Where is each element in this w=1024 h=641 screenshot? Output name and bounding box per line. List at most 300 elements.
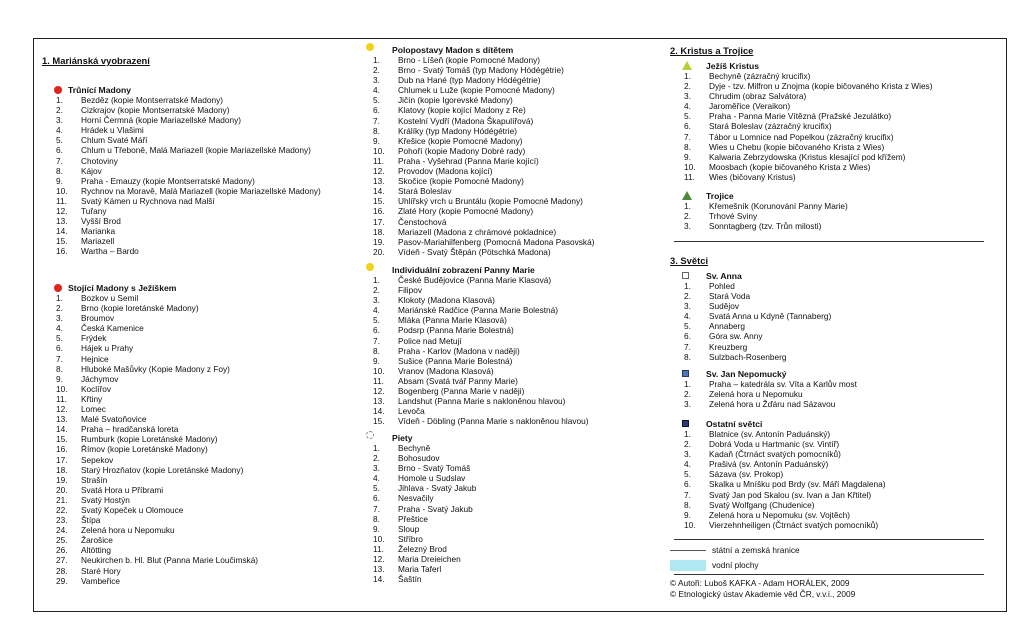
item-number: 16. xyxy=(56,444,68,455)
item-number: 18. xyxy=(56,464,68,475)
border-line-swatch xyxy=(670,550,706,551)
item-text: Zelená hora u Nepomuku xyxy=(81,525,175,536)
white-square-marker-icon xyxy=(682,272,689,279)
item-text: Pasov-Mariahilfenberg (Pomocná Madona Pasovská) xyxy=(398,236,595,247)
item-text: Svatý Hostýn xyxy=(81,494,130,505)
item-number: 11. xyxy=(56,195,67,206)
item-text: Maria Taferl xyxy=(398,564,442,575)
item-text: Křemešník (Korunování Panny Marie) xyxy=(709,201,848,211)
list-item xyxy=(371,295,656,305)
item-text: Zelená hora u Nepomuku xyxy=(709,389,803,400)
item-text: Vídeň - Döbling (Panna Marie s nakloněnou hlavou) xyxy=(398,416,589,427)
legend-border-row xyxy=(670,543,980,558)
item-number: 9. xyxy=(373,135,380,146)
item-number: 5. xyxy=(373,95,380,106)
item-list xyxy=(682,71,982,182)
item-text: Bohosudov xyxy=(398,453,440,464)
item-text: Brno - Svatý Tomáš xyxy=(398,463,471,474)
list-item xyxy=(54,313,374,323)
item-number: 8. xyxy=(684,141,691,152)
item-number: 11. xyxy=(373,375,384,386)
list-item xyxy=(371,105,656,115)
item-text: Kostelní Vydří (Madona Škapulířová) xyxy=(398,115,534,126)
item-text: Sušice (Panna Marie Bolestná) xyxy=(398,355,513,366)
list-item xyxy=(54,495,374,505)
list-item xyxy=(371,146,656,156)
item-number: 3. xyxy=(373,75,380,86)
item-number: 2. xyxy=(56,303,63,314)
item-text: Jáchymov xyxy=(81,373,119,384)
item-number: 8. xyxy=(684,351,691,362)
item-number: 5. xyxy=(684,469,691,480)
list-item xyxy=(54,303,374,313)
list-item xyxy=(54,145,374,155)
item-text: Svatý Kámen u Rychnova nad Malší xyxy=(81,195,215,206)
list-item xyxy=(682,479,982,489)
list-item xyxy=(54,505,374,515)
list-item xyxy=(54,566,374,576)
list-item xyxy=(54,293,374,303)
list-item xyxy=(371,336,656,346)
item-number: 1. xyxy=(373,275,380,285)
list-item xyxy=(371,356,656,366)
item-number: 1. xyxy=(684,281,691,291)
list-item xyxy=(371,524,656,534)
item-number: 13. xyxy=(373,564,385,575)
list-item xyxy=(682,342,982,352)
item-text: Brno - Svatý Tomáš (typ Madony Hódégétrie) xyxy=(398,65,564,76)
navy-square-marker-icon xyxy=(682,420,689,427)
item-text: Stará Voda xyxy=(709,291,751,302)
list-item xyxy=(54,535,374,545)
item-number: 9. xyxy=(684,509,691,520)
item-number: 6. xyxy=(56,343,63,354)
group-title: Trůnící Madony xyxy=(68,85,132,95)
item-text: Králíky (typ Madony Hódégétrie) xyxy=(398,125,517,136)
item-text: Absam (Svatá tvář Panny Marie) xyxy=(398,375,518,386)
item-number: 3. xyxy=(684,221,691,232)
item-number: 7. xyxy=(56,155,63,166)
item-text: Hluboké Mašůvky (Kopie Madony z Foy) xyxy=(81,363,230,374)
list-item xyxy=(371,574,656,584)
list-item xyxy=(371,75,656,85)
item-list xyxy=(682,281,982,362)
list-item xyxy=(54,475,374,485)
item-text: Praha - Emauzy (kopie Montserratské Madony) xyxy=(81,175,255,186)
item-text: Klokoty (Madona Klasová) xyxy=(398,295,495,306)
item-text: Chotoviny xyxy=(81,155,118,166)
item-number: 3. xyxy=(56,115,63,126)
legend-water-label: vodní plochy xyxy=(712,560,759,570)
list-item xyxy=(682,91,982,101)
group-ostatni-svetci xyxy=(682,419,982,530)
item-number: 1. xyxy=(373,443,380,453)
section-title-saints: 3. Světci xyxy=(670,255,709,266)
item-text: Homole u Sudslav xyxy=(398,473,466,484)
item-text: Chlum u Třeboně, Malá Mariazell (kopie Mariazellské Madony) xyxy=(81,145,311,156)
item-text: Sloup xyxy=(398,523,420,534)
yellow-dot-marker-icon xyxy=(366,43,374,51)
item-text: Filipov xyxy=(398,285,422,296)
item-text: Křtiny xyxy=(81,393,103,404)
list-item xyxy=(371,196,656,206)
list-item xyxy=(371,206,656,216)
list-item xyxy=(371,166,656,176)
list-item xyxy=(371,504,656,514)
map-legend-sheet xyxy=(33,38,1007,612)
item-text: Staré Hory xyxy=(81,565,121,576)
item-number: 6. xyxy=(684,331,691,342)
item-number: 14. xyxy=(373,574,385,585)
item-text: Tábor u Lomnice nad Popelkou (zázračný krucifix) xyxy=(709,131,894,142)
item-number: 4. xyxy=(373,85,380,96)
item-number: 12. xyxy=(56,206,68,217)
group-trojice xyxy=(682,191,982,231)
white-dot-marker-icon xyxy=(366,431,374,439)
item-number: 12. xyxy=(373,386,385,397)
item-text: Hájek u Prahy xyxy=(81,343,134,354)
list-item xyxy=(682,399,982,409)
item-text: Rychnov na Moravě, Malá Mariazell (kopie Mariazellské Madony) xyxy=(81,185,321,196)
list-item xyxy=(682,71,982,81)
item-text: Bechyně xyxy=(398,443,431,453)
item-number: 3. xyxy=(684,301,691,312)
list-item xyxy=(682,459,982,469)
credit-institute: © Etnologický ústav Akademie věd ČR, v.v.i., 2009 xyxy=(670,588,856,599)
list-item xyxy=(682,352,982,362)
list-item xyxy=(371,366,656,376)
list-item xyxy=(54,515,374,525)
list-item xyxy=(54,525,374,535)
item-text: Horní Čermná (kopie Mariazellské Madony) xyxy=(81,115,242,126)
item-number: 6. xyxy=(684,121,691,132)
group-title: Ježíš Kristus xyxy=(706,61,760,71)
item-text: Vídeň - Svatý Štěpán (Pötschká Madona) xyxy=(398,246,551,257)
list-item xyxy=(682,490,982,500)
item-number: 13. xyxy=(56,414,68,425)
item-number: 11. xyxy=(373,155,384,166)
list-item xyxy=(371,493,656,503)
list-item xyxy=(371,453,656,463)
list-item xyxy=(682,469,982,479)
list-item xyxy=(54,465,374,475)
group-sv-anna xyxy=(682,271,982,362)
item-text: Frýdek xyxy=(81,333,107,344)
list-item xyxy=(54,434,374,444)
item-text: České Budějovice (Panna Marie Klasová) xyxy=(398,275,552,285)
list-item xyxy=(54,545,374,555)
list-item xyxy=(682,101,982,111)
list-item xyxy=(54,246,374,256)
item-number: 9. xyxy=(684,151,691,162)
item-text: Vierzehnheiligen (Čtrnáct svatých pomocníků) xyxy=(709,519,879,530)
item-number: 1. xyxy=(373,55,380,65)
item-text: Trhové Sviny xyxy=(709,211,758,222)
red-dot-marker-icon xyxy=(54,284,62,292)
item-text: Kalwaria Zebrzydowska (Kristus klesající pod křížem) xyxy=(709,151,906,162)
list-item xyxy=(371,136,656,146)
item-text: Altötting xyxy=(81,545,111,556)
list-item xyxy=(371,237,656,247)
item-number: 12. xyxy=(373,166,385,177)
group-title: Sv. Anna xyxy=(706,271,742,281)
list-item xyxy=(682,281,982,291)
item-text: Praha - Karlov (Madona v naději) xyxy=(398,345,520,356)
list-item xyxy=(371,156,656,166)
group-title: Piety xyxy=(392,433,413,443)
item-text: Šaštín xyxy=(398,574,422,585)
item-number: 15. xyxy=(56,236,68,247)
list-item xyxy=(371,473,656,483)
item-number: 1. xyxy=(56,293,63,303)
item-number: 7. xyxy=(373,335,380,346)
item-number: 10. xyxy=(373,533,385,544)
item-number: 2. xyxy=(373,285,380,296)
item-text: Dub na Hané (typ Madony Hódégétrie) xyxy=(398,75,541,86)
item-text: Pohled xyxy=(709,281,735,291)
list-item xyxy=(54,196,374,206)
list-item xyxy=(54,444,374,454)
list-item xyxy=(371,534,656,544)
list-item xyxy=(54,156,374,166)
list-item xyxy=(54,115,374,125)
item-number: 2. xyxy=(684,291,691,302)
list-item xyxy=(682,142,982,152)
legend-water-row xyxy=(670,558,980,573)
item-number: 8. xyxy=(56,363,63,374)
list-item xyxy=(54,404,374,414)
item-number: 11. xyxy=(56,393,67,404)
blue-square-marker-icon xyxy=(682,370,689,377)
list-item xyxy=(371,116,656,126)
list-item xyxy=(54,176,374,186)
list-item xyxy=(54,186,374,196)
list-item xyxy=(54,236,374,246)
item-number: 4. xyxy=(373,473,380,484)
item-number: 27. xyxy=(56,555,68,566)
item-number: 5. xyxy=(684,321,691,332)
item-text: Zelená hora u Nepomuku (sv. Vojtěch) xyxy=(709,509,850,520)
item-number: 8. xyxy=(373,345,380,356)
item-text: Sonntagberg (tzv. Trůn milosti) xyxy=(709,221,822,232)
list-item xyxy=(682,172,982,182)
list-item xyxy=(54,576,374,586)
list-item xyxy=(682,121,982,131)
item-text: Štípa xyxy=(81,515,101,526)
list-item xyxy=(54,135,374,145)
item-number: 18. xyxy=(373,226,385,237)
item-number: 10. xyxy=(56,185,68,196)
item-number: 7. xyxy=(373,115,380,126)
legend-divider xyxy=(674,539,984,540)
item-number: 13. xyxy=(373,176,385,187)
item-number: 8. xyxy=(684,499,691,510)
list-item xyxy=(371,416,656,426)
item-text: Dyje - tzv. Milfron u Znojma (kopie bičovaného Krista z Wies) xyxy=(709,81,933,92)
item-text: Provodov (Madona kojící) xyxy=(398,166,493,177)
item-list xyxy=(371,55,656,257)
list-item xyxy=(371,554,656,564)
item-number: 5. xyxy=(373,483,380,494)
yellow-dot-marker-icon xyxy=(366,263,374,271)
list-item xyxy=(682,201,982,211)
item-number: 25. xyxy=(56,535,68,546)
list-item xyxy=(682,331,982,341)
list-item xyxy=(371,386,656,396)
item-text: Mláka (Panna Marie Klasová) xyxy=(398,315,507,326)
list-item xyxy=(371,325,656,335)
item-text: Levoča xyxy=(398,406,425,417)
section-title-marian: 1. Mariánská vyobrazení xyxy=(42,55,150,66)
item-text: Svatý Wolfgang (Chudenice) xyxy=(709,499,815,510)
item-text: Kadaň (Čtrnáct svatých pomocníků) xyxy=(709,449,841,460)
item-number: 3. xyxy=(373,463,380,474)
item-list xyxy=(682,201,982,231)
item-text: Sázava (sv. Prokop) xyxy=(709,469,784,480)
item-text: Jaroměřice (Veraikon) xyxy=(709,101,791,112)
item-number: 6. xyxy=(373,325,380,336)
list-item xyxy=(54,216,374,226)
item-text: Mariánské Radčice (Panna Marie Bolestná) xyxy=(398,305,559,316)
item-number: 3. xyxy=(684,91,691,102)
list-item xyxy=(54,485,374,495)
list-item xyxy=(371,95,656,105)
item-text: Kájov xyxy=(81,165,102,176)
list-item xyxy=(682,221,982,231)
item-number: 4. xyxy=(56,323,63,334)
item-text: Křešice (kopie Pomocné Madony) xyxy=(398,135,523,146)
list-item xyxy=(371,564,656,574)
item-number: 10. xyxy=(684,519,696,530)
item-text: Lomec xyxy=(81,404,106,415)
item-text: Tuřany xyxy=(81,206,107,217)
list-item xyxy=(371,305,656,315)
map-legend xyxy=(670,543,980,573)
item-text: Vranov (Madona Klasová) xyxy=(398,365,494,376)
item-text: Chrudim (obraz Salvátora) xyxy=(709,91,807,102)
legend-border-label: státní a zemská hranice xyxy=(712,545,800,555)
item-text: Bogenberg (Panna Marie v naději) xyxy=(398,386,525,397)
item-number: 3. xyxy=(684,449,691,460)
item-text: Mariazell (Madona z chrámové pokladnice) xyxy=(398,226,557,237)
list-item xyxy=(54,206,374,216)
item-text: Skalka u Mníšku pod Brdy (sv. Máří Magdalena) xyxy=(709,479,886,490)
item-text: Cizkrajov (kopie Montserratské Madony) xyxy=(81,105,230,116)
list-item xyxy=(371,275,656,285)
item-number: 17. xyxy=(56,454,68,465)
item-text: Zlaté Hory (kopie Pomocné Madony) xyxy=(398,206,534,217)
list-item xyxy=(371,65,656,75)
item-number: 19. xyxy=(56,474,68,485)
item-number: 3. xyxy=(684,399,691,410)
list-item xyxy=(54,105,374,115)
item-list xyxy=(54,293,374,586)
list-item xyxy=(54,354,374,364)
item-text: Vambeřice xyxy=(81,575,121,586)
item-number: 14. xyxy=(373,186,385,197)
list-item xyxy=(371,463,656,473)
list-item xyxy=(371,247,656,257)
list-item xyxy=(682,152,982,162)
list-item xyxy=(371,217,656,227)
list-item xyxy=(682,132,982,142)
item-number: 2. xyxy=(684,211,691,222)
list-item xyxy=(682,449,982,459)
item-text: Prašivá (sv. Antonín Paduánský) xyxy=(709,459,829,470)
item-number: 16. xyxy=(56,246,68,257)
list-item xyxy=(682,510,982,520)
list-item xyxy=(682,429,982,439)
item-text: Zelená hora u Žďáru nad Sázavou xyxy=(709,399,836,410)
item-text: Rumburk (kopie Loretánské Madony) xyxy=(81,434,218,445)
item-number: 3. xyxy=(56,313,63,324)
item-text: Jičín (kopie Igorevské Madony) xyxy=(398,95,513,106)
list-item xyxy=(371,85,656,95)
item-number: 26. xyxy=(56,545,68,556)
item-text: Nesvačily xyxy=(398,493,434,504)
item-number: 7. xyxy=(56,353,63,364)
list-item xyxy=(54,414,374,424)
list-item xyxy=(54,555,374,565)
item-number: 1. xyxy=(684,201,691,211)
list-item xyxy=(682,439,982,449)
list-item xyxy=(371,227,656,237)
item-text: Góra sw. Anny xyxy=(709,331,763,342)
group-title: Individuální zobrazení Panny Marie xyxy=(392,265,535,275)
item-number: 20. xyxy=(56,484,68,495)
item-number: 4. xyxy=(684,101,691,112)
item-number: 22. xyxy=(56,504,68,515)
item-text: Skočice (kopie Pomocné Madony) xyxy=(398,176,524,187)
item-number: 5. xyxy=(56,135,63,146)
list-item xyxy=(54,364,374,374)
item-number: 16. xyxy=(373,206,385,217)
item-number: 1. xyxy=(684,429,691,439)
item-text: Bozkov u Semil xyxy=(81,293,139,303)
water-swatch xyxy=(670,560,706,571)
item-text: Žarošice xyxy=(81,535,113,546)
list-item xyxy=(54,166,374,176)
item-text: Stará Boleslav xyxy=(398,186,452,197)
item-text: Police nad Metují xyxy=(398,335,462,346)
item-text: Vyšší Brod xyxy=(81,216,121,227)
item-text: Wies (bičovaný Kristus) xyxy=(709,171,796,182)
item-number: 4. xyxy=(56,125,63,136)
item-text: Blatnice (sv. Antonín Paduánský) xyxy=(709,429,831,439)
list-item xyxy=(54,343,374,353)
item-text: Neukirchen b. Hl. Blut (Panna Marie Loučimská) xyxy=(81,555,259,566)
item-number: 1. xyxy=(56,95,63,105)
item-text: Uhlířský vrch u Bruntálu (kopie Pomocné Madony) xyxy=(398,196,583,207)
item-text: Mariazell xyxy=(81,236,115,247)
list-item xyxy=(54,95,374,105)
list-item xyxy=(682,379,982,389)
list-item xyxy=(682,389,982,399)
item-number: 2. xyxy=(56,105,63,116)
item-number: 2. xyxy=(684,81,691,92)
group-title: Sv. Jan Nepomucký xyxy=(706,369,787,379)
list-item xyxy=(371,544,656,554)
list-item xyxy=(54,226,374,236)
item-number: 15. xyxy=(56,434,68,445)
item-text: Sulzbach-Rosenberg xyxy=(709,351,787,362)
item-number: 7. xyxy=(373,503,380,514)
item-text: Wartha – Bardo xyxy=(81,246,139,257)
item-text: Stará Boleslav (zázračný krucifix) xyxy=(709,121,832,132)
item-text: Brno (kopie loretánské Madony) xyxy=(81,303,199,314)
list-item xyxy=(371,176,656,186)
dark-green-triangle-marker-icon xyxy=(682,191,692,200)
